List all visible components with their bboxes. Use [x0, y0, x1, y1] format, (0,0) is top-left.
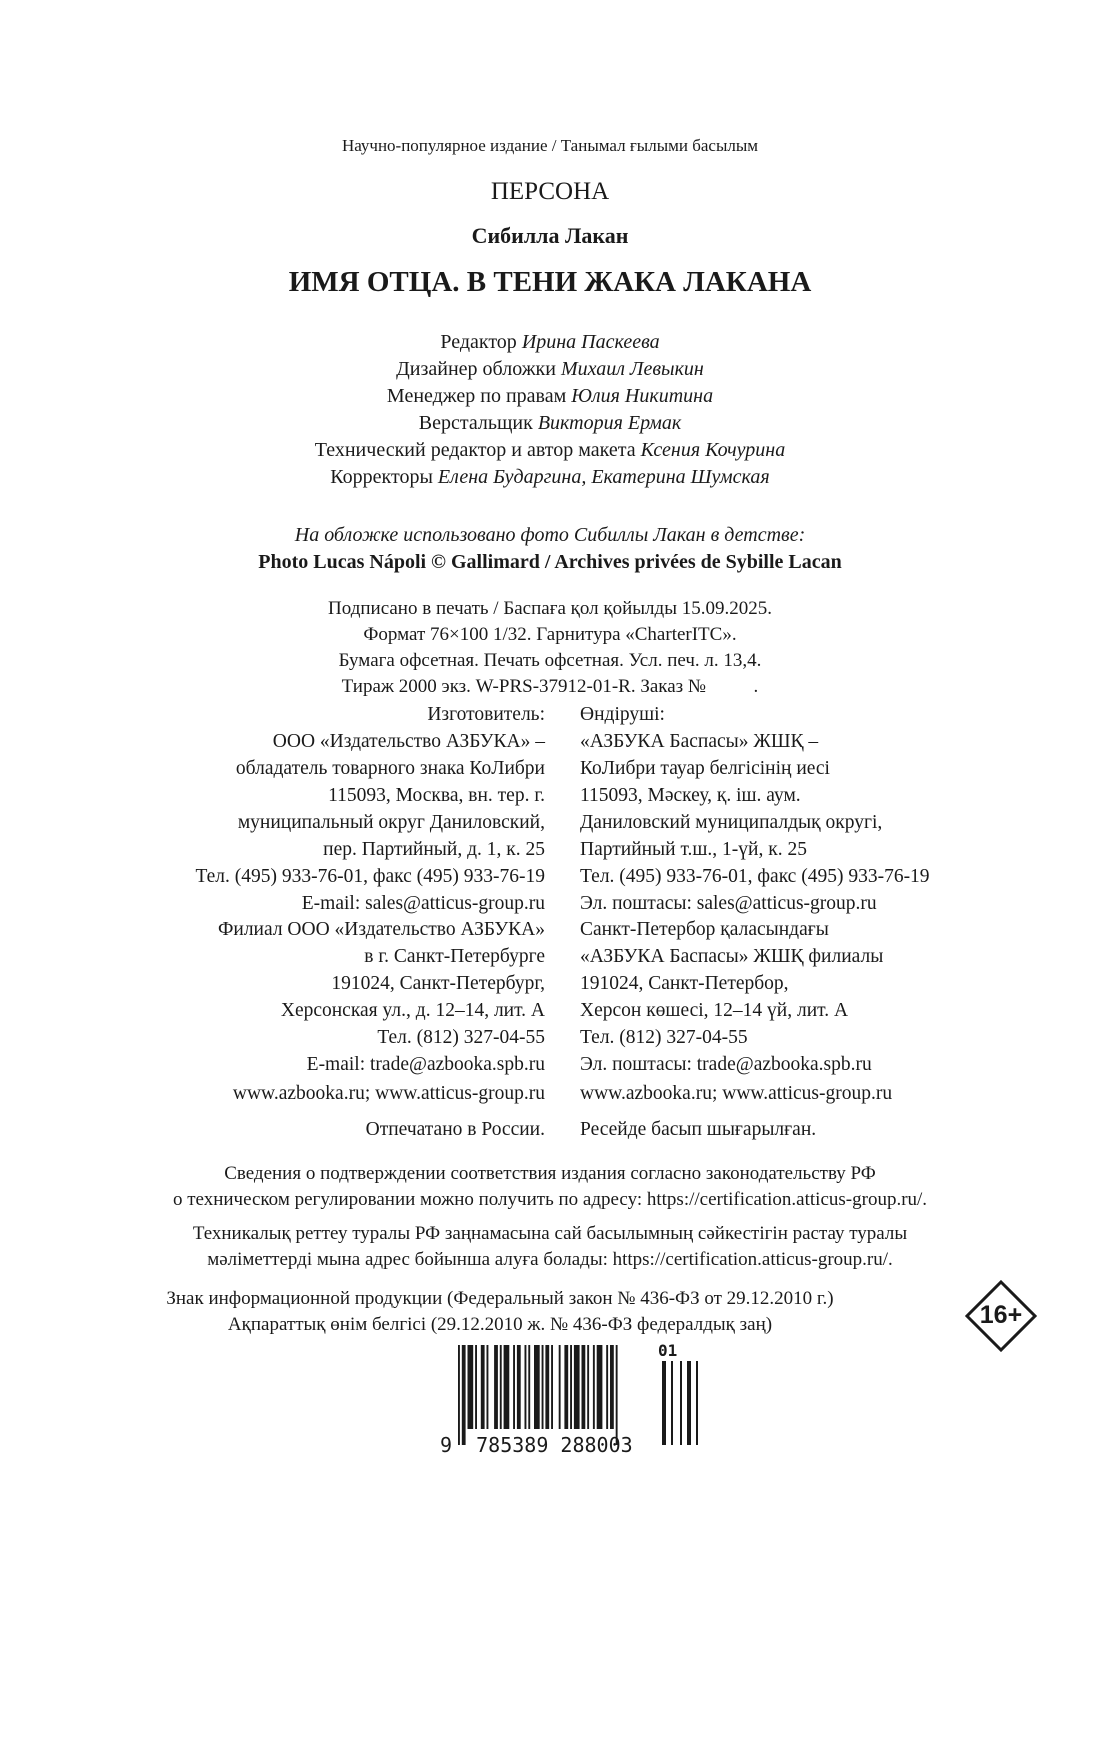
print-info-line: Тираж 2000 экз. W-PRS-37912-01-R. Заказ № . [341, 676, 759, 697]
websites-kz: www.azbooka.ru; www.atticus-group.ru [580, 1083, 893, 1104]
printed-ru: Отпечатано в России. [365, 1119, 545, 1140]
manufacturer-ru: Изготовитель: ООО «Издательство АЗБУКА» – обладатель товарного знака КоЛибри 115093, Москва, вн. тер. г. муниципальный округ Даниловский, пер. Партийный, д. 1, к. 25 Тел. (495) 933-76-01, факс (495) 933-76-19 E-mail: sales@atticus-group.ru [195, 704, 545, 914]
credit-line: Редактор Ирина Паскеева [440, 331, 660, 353]
print-info-line: Формат 76×100 1/32. Гарнитура «CharterITC». [363, 624, 737, 645]
barcode-digits: 785389 288003 [476, 1433, 633, 1457]
cert-ru-line: о техническом регулировании можно получить по адресу: https://certification.atticus-group.ru/. [172, 1189, 928, 1210]
credit-line: Менеджер по правам Юлия Никитина [386, 385, 714, 407]
age-sign-line: Ақпараттық өнім белгісі (29.12.2010 ж. № 436-ФЗ федералдық заң) [227, 1314, 773, 1335]
branch-ru: Филиал ООО «Издательство АЗБУКА» в г. Санкт-Петербурге 191024, Санкт-Петербург, Херсонская ул., д. 12–14, лит. А Тел. (812) 327-04-55 E-mail: trade@azbooka.spb.ru [217, 919, 545, 1075]
age-sign-line: Знак информационной продукции (Федеральный закон № 436-ФЗ от 29.12.2010 г.) [166, 1288, 834, 1309]
age-rating-text: 16+ [979, 1301, 1023, 1329]
genre-line: Научно-популярное издание / Танымал ғылыми басылым [341, 136, 759, 155]
print-info-line: Подписано в печать / Баспаға қол қойылды 15.09.2025. [328, 598, 772, 619]
age-rating-badge [965, 1280, 1037, 1352]
credit-line: Верстальщик Виктория Ермак [418, 412, 682, 434]
websites-ru: www.azbooka.ru; www.atticus-group.ru [232, 1083, 545, 1104]
credit-line: Корректоры Елена Бударгина, Екатерина Шумская [330, 466, 770, 488]
author-name: Сибилла Лакан [471, 223, 629, 248]
book-title: ИМЯ ОТЦА. В ТЕНИ ЖАКА ЛАКАНА [288, 266, 812, 298]
barcode-digit-first: 9 [440, 1433, 453, 1457]
cert-kz-line: Техникалық реттеу туралы РФ заңнамасына сай басылымның сәйкестігін растау туралы [192, 1223, 908, 1244]
manufacturer-kz: Өндіруші: «АЗБУКА Баспасы» ЖШҚ – КоЛибри тауар белгісінің иесі 115093, Мәскеу, қ. іш. аум. Даниловский муниципалдық округі, Партийный т.ш., 1-үй, к. 25 Тел. (495) 933-76-01, факс (495) 933-76-19 Эл. поштасы: sales@atticus-group.ru [580, 704, 930, 914]
credit-line: Дизайнер обложки Михаил Левыкин [396, 358, 704, 380]
cert-ru-line: Сведения о подтверждении соответствия издания согласно законодательству РФ [224, 1163, 876, 1184]
printed-kz: Ресейде басып шығарылған. [580, 1119, 817, 1140]
barcode-addon-digits: 01 [658, 1341, 678, 1360]
cert-kz-line: мәліметтерді мына адрес бойынша алуға болады: https://certification.atticus-group.ru/. [207, 1249, 893, 1270]
photo-credit: Photo Lucas Nápoli © Gallimard / Archives privées de Sybille Lacan [258, 551, 842, 573]
series-name: ПЕРСОНА [490, 178, 610, 205]
cover-note: На обложке использовано фото Сибиллы Лакан в детстве: [294, 524, 806, 546]
credit-line: Технический редактор и автор макета Ксения Кочурина [314, 439, 786, 461]
isbn-barcode [440, 1341, 700, 1464]
branch-kz: Санкт-Петербор қаласындағы «АЗБУКА Баспасы» ЖШҚ филиалы 191024, Санкт-Петербор, Херсон көшесі, 12–14 үй, лит. А Тел. (812) 327-04-55 Эл. поштасы: trade@azbooka.spb.ru [580, 919, 884, 1075]
print-info-line: Бумага офсетная. Печать офсетная. Усл. печ. л. 13,4. [338, 650, 762, 671]
